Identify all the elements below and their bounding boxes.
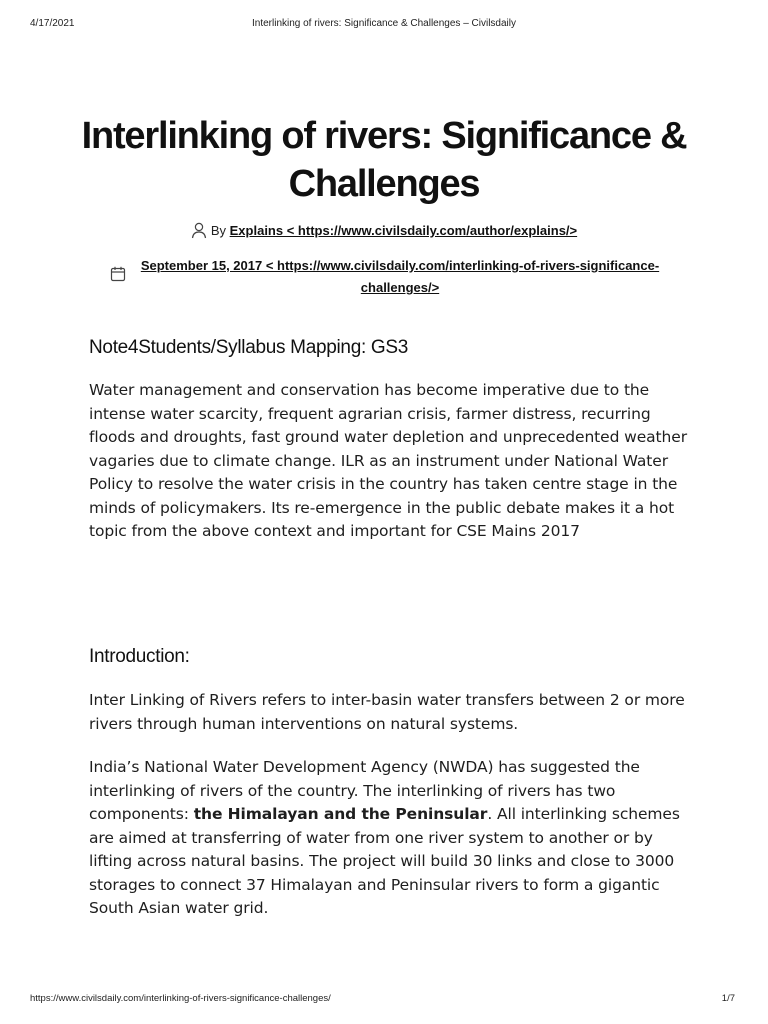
author-prefix: By	[210, 223, 227, 238]
calendar-icon	[110, 266, 126, 287]
author-meta	[0, 222, 768, 242]
author-link[interactable]: Explains < https://www.civilsdaily.com/author/explains/>	[229, 223, 578, 238]
intro-paragraph: Water management and conservation has become imperative due to the intense water scarcity, frequent agrarian crisis, farmer distress, recurring floods and droughts, fast ground water depletion and unprecedented weather vagaries due to climate change. ILR as an instrument under National Water Policy to resolve the water crisis in the country has taken centre stage in the minds of policymakers. Its re-emergence in the public debate makes it a hot topic from the above context and important for CSE Mains 2017	[89, 381, 687, 540]
nwda-paragraph-start: India’s National Water Development Agency (NWDA) has suggested the interlinking of rivers of the country. The interlinking of rivers has two components:	[89, 758, 640, 823]
components-emphasis: the Himalayan and the Peninsular	[193, 805, 488, 823]
date-meta	[140, 255, 660, 299]
print-date: 4/17/2021	[30, 18, 75, 29]
user-icon	[191, 222, 207, 242]
print-page-title: Interlinking of rivers: Significance & Challenges – Civilsdaily	[251, 18, 516, 29]
syllabus-heading: Note4Students/Syllabus Mapping: GS3	[89, 337, 409, 358]
nwda-paragraph	[89, 756, 689, 921]
introduction-heading: Introduction:	[89, 646, 190, 667]
date-link[interactable]: September 15, 2017 < https://www.civilsdaily.com/interlinking-of-rivers-significance-challenges/>	[140, 258, 660, 295]
page-number: 1/7	[721, 993, 735, 1004]
nwda-paragraph-end: . All interlinking schemes are aimed at transferring of water from one river system to another or by lifting across natural basins. The project will build 30 links and close to 3000 storages to connect 37 Himalayan and Peninsular rivers to form a gigantic South Asian water grid.	[89, 805, 680, 917]
print-url: https://www.civilsdaily.com/interlinking-of-rivers-significance-challenges/	[30, 993, 331, 1004]
article-title: Interlinking of rivers: Significance & Challenges	[81, 115, 687, 205]
definition-paragraph: Inter Linking of Rivers refers to inter-basin water transfers between 2 or more rivers through human interventions on natural systems.	[89, 691, 685, 733]
